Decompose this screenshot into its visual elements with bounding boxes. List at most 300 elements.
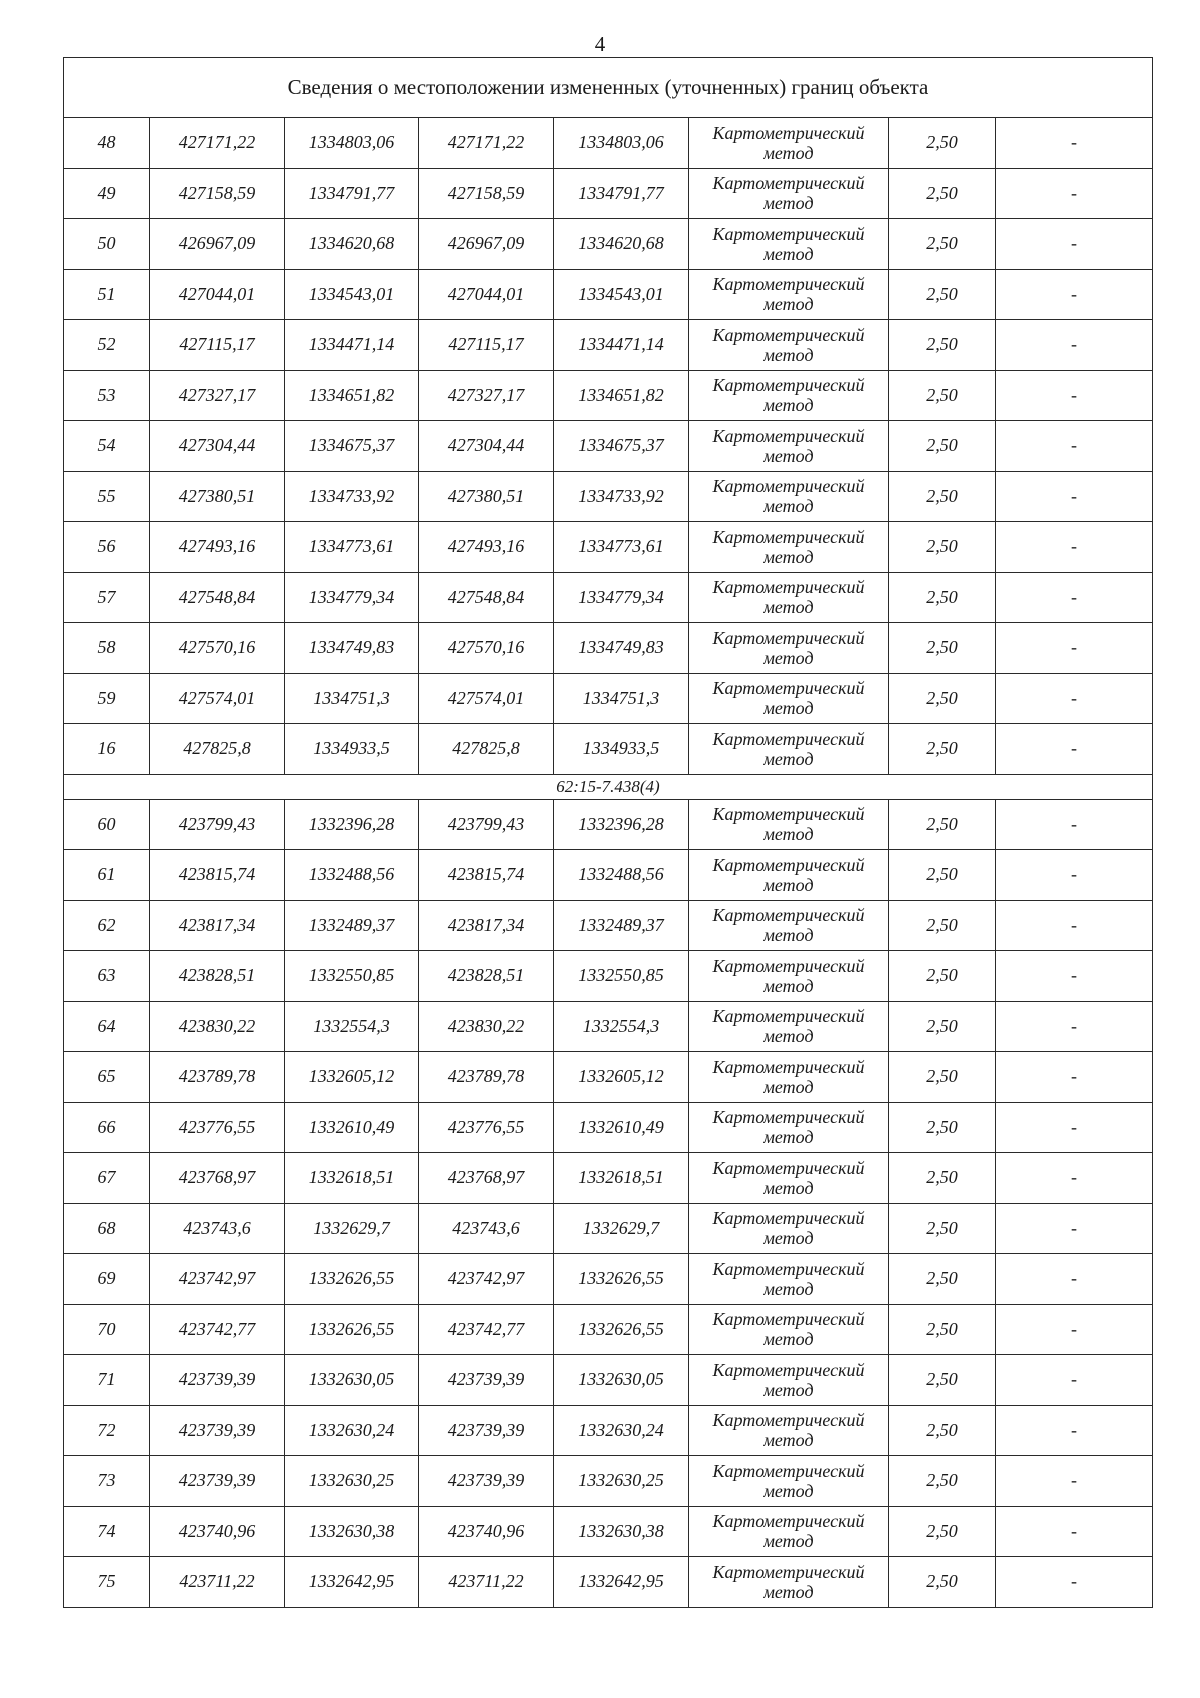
refined-x-cell: 423828,51 — [419, 951, 554, 1002]
method-line-1: Картометрический — [712, 1359, 865, 1380]
table-row — [64, 471, 1153, 522]
accuracy-cell: 2,50 — [889, 1506, 996, 1557]
method-line-2: метод — [763, 1026, 814, 1047]
method-line-2: метод — [763, 1430, 814, 1451]
refined-y-cell: 1334620,68 — [554, 219, 689, 270]
method-cell — [689, 1254, 889, 1305]
note-cell: - — [996, 724, 1153, 775]
note-cell: - — [996, 900, 1153, 951]
method-line-1: Картометрический — [712, 425, 865, 446]
existing-x-cell: 423828,51 — [150, 951, 285, 1002]
method-cell — [689, 1355, 889, 1406]
note-cell: - — [996, 269, 1153, 320]
method-line-1: Картометрический — [712, 1511, 865, 1532]
method-line-1: Картометрический — [712, 122, 865, 143]
point-number-cell: 70 — [64, 1304, 150, 1355]
table-row — [64, 118, 1153, 169]
accuracy-cell: 2,50 — [889, 1254, 996, 1305]
refined-y-cell: 1332642,95 — [554, 1557, 689, 1608]
method-line-1: Картометрический — [712, 173, 865, 194]
table-row — [64, 1557, 1153, 1608]
accuracy-cell: 2,50 — [889, 1153, 996, 1204]
existing-y-cell: 1332488,56 — [285, 850, 419, 901]
refined-y-cell: 1332554,3 — [554, 1001, 689, 1052]
existing-y-cell: 1332626,55 — [285, 1254, 419, 1305]
method-line-1: Картометрический — [712, 1056, 865, 1077]
accuracy-cell: 2,50 — [889, 724, 996, 775]
method-line-2: метод — [763, 1228, 814, 1249]
table-title: Сведения о местоположении измененных (уточненных) границ объекта — [64, 58, 1153, 118]
refined-x-cell: 423739,39 — [419, 1405, 554, 1456]
refined-x-cell: 423799,43 — [419, 799, 554, 850]
existing-y-cell: 1332554,3 — [285, 1001, 419, 1052]
method-cell — [689, 900, 889, 951]
method-line-1: Картометрический — [712, 526, 865, 547]
method-line-2: метод — [763, 1480, 814, 1501]
accuracy-cell: 2,50 — [889, 572, 996, 623]
note-cell: - — [996, 850, 1153, 901]
accuracy-cell: 2,50 — [889, 1355, 996, 1406]
refined-x-cell: 427548,84 — [419, 572, 554, 623]
accuracy-cell: 2,50 — [889, 1304, 996, 1355]
accuracy-cell: 2,50 — [889, 850, 996, 901]
refined-x-cell: 427493,16 — [419, 522, 554, 573]
table-row — [64, 1456, 1153, 1507]
point-number-cell: 65 — [64, 1052, 150, 1103]
table-row — [64, 623, 1153, 674]
refined-x-cell: 423743,6 — [419, 1203, 554, 1254]
point-number-cell: 71 — [64, 1355, 150, 1406]
method-line-1: Картометрический — [712, 1410, 865, 1431]
method-cell — [689, 1304, 889, 1355]
existing-x-cell: 427380,51 — [150, 471, 285, 522]
point-number-cell: 68 — [64, 1203, 150, 1254]
existing-y-cell: 1332630,25 — [285, 1456, 419, 1507]
method-line-2: метод — [763, 748, 814, 769]
refined-x-cell: 423742,77 — [419, 1304, 554, 1355]
existing-y-cell: 1334749,83 — [285, 623, 419, 674]
method-line-1: Картометрический — [712, 955, 865, 976]
table-row — [64, 522, 1153, 573]
method-cell — [689, 799, 889, 850]
table-row — [64, 673, 1153, 724]
note-cell: - — [996, 1456, 1153, 1507]
note-cell: - — [996, 219, 1153, 270]
point-number-cell: 51 — [64, 269, 150, 320]
method-cell — [689, 168, 889, 219]
existing-y-cell: 1332630,24 — [285, 1405, 419, 1456]
point-number-cell: 67 — [64, 1153, 150, 1204]
point-number-cell: 69 — [64, 1254, 150, 1305]
accuracy-cell: 2,50 — [889, 269, 996, 320]
existing-y-cell: 1334543,01 — [285, 269, 419, 320]
existing-y-cell: 1332489,37 — [285, 900, 419, 951]
accuracy-cell: 2,50 — [889, 320, 996, 371]
coordinates-table — [63, 57, 1153, 1608]
note-cell: - — [996, 623, 1153, 674]
method-line-2: метод — [763, 824, 814, 845]
point-number-cell: 48 — [64, 118, 150, 169]
note-cell: - — [996, 1506, 1153, 1557]
method-line-1: Картометрический — [712, 678, 865, 699]
point-number-cell: 75 — [64, 1557, 150, 1608]
method-line-1: Картометрический — [712, 627, 865, 648]
method-cell — [689, 370, 889, 421]
existing-x-cell: 423742,97 — [150, 1254, 285, 1305]
note-cell: - — [996, 1102, 1153, 1153]
refined-y-cell: 1334803,06 — [554, 118, 689, 169]
method-line-2: метод — [763, 546, 814, 567]
point-number-cell: 54 — [64, 421, 150, 472]
refined-y-cell: 1332618,51 — [554, 1153, 689, 1204]
existing-x-cell: 427570,16 — [150, 623, 285, 674]
refined-y-cell: 1332605,12 — [554, 1052, 689, 1103]
refined-y-cell: 1332626,55 — [554, 1304, 689, 1355]
refined-y-cell: 1332489,37 — [554, 900, 689, 951]
method-line-1: Картометрический — [712, 1157, 865, 1178]
refined-y-cell: 1334749,83 — [554, 623, 689, 674]
note-cell: - — [996, 421, 1153, 472]
method-cell — [689, 1456, 889, 1507]
point-number-cell: 55 — [64, 471, 150, 522]
method-line-2: метод — [763, 445, 814, 466]
point-number-cell: 57 — [64, 572, 150, 623]
refined-x-cell: 427115,17 — [419, 320, 554, 371]
accuracy-cell: 2,50 — [889, 623, 996, 674]
refined-y-cell: 1332488,56 — [554, 850, 689, 901]
note-cell: - — [996, 1203, 1153, 1254]
table-title-row — [64, 58, 1153, 118]
method-cell — [689, 320, 889, 371]
point-number-cell: 73 — [64, 1456, 150, 1507]
method-cell — [689, 623, 889, 674]
existing-x-cell: 427327,17 — [150, 370, 285, 421]
accuracy-cell: 2,50 — [889, 370, 996, 421]
refined-x-cell: 427825,8 — [419, 724, 554, 775]
refined-x-cell: 423711,22 — [419, 1557, 554, 1608]
table-row — [64, 370, 1153, 421]
accuracy-cell: 2,50 — [889, 951, 996, 1002]
refined-y-cell: 1332610,49 — [554, 1102, 689, 1153]
refined-y-cell: 1332629,7 — [554, 1203, 689, 1254]
point-number-cell: 50 — [64, 219, 150, 270]
accuracy-cell: 2,50 — [889, 1456, 996, 1507]
refined-y-cell: 1334791,77 — [554, 168, 689, 219]
method-line-1: Картометрический — [712, 728, 865, 749]
method-line-2: метод — [763, 1127, 814, 1148]
existing-x-cell: 427825,8 — [150, 724, 285, 775]
existing-x-cell: 427548,84 — [150, 572, 285, 623]
existing-x-cell: 423739,39 — [150, 1405, 285, 1456]
method-cell — [689, 1557, 889, 1608]
existing-y-cell: 1334471,14 — [285, 320, 419, 371]
existing-y-cell: 1332642,95 — [285, 1557, 419, 1608]
method-cell — [689, 421, 889, 472]
point-number-cell: 60 — [64, 799, 150, 850]
refined-y-cell: 1332630,38 — [554, 1506, 689, 1557]
refined-x-cell: 427327,17 — [419, 370, 554, 421]
refined-x-cell: 427044,01 — [419, 269, 554, 320]
method-line-1: Картометрический — [712, 854, 865, 875]
method-cell — [689, 1203, 889, 1254]
note-cell: - — [996, 471, 1153, 522]
table-row — [64, 850, 1153, 901]
existing-x-cell: 423830,22 — [150, 1001, 285, 1052]
method-line-2: метод — [763, 925, 814, 946]
table-row — [64, 900, 1153, 951]
section-label: 62:15-7.438(4) — [64, 774, 1153, 799]
accuracy-cell: 2,50 — [889, 799, 996, 850]
existing-y-cell: 1334651,82 — [285, 370, 419, 421]
refined-y-cell: 1334933,5 — [554, 724, 689, 775]
existing-x-cell: 427171,22 — [150, 118, 285, 169]
note-cell: - — [996, 572, 1153, 623]
existing-x-cell: 423776,55 — [150, 1102, 285, 1153]
table-row — [64, 168, 1153, 219]
table-row — [64, 1506, 1153, 1557]
table-row — [64, 724, 1153, 775]
table-row — [64, 1405, 1153, 1456]
method-line-1: Картометрический — [712, 375, 865, 396]
refined-x-cell: 423739,39 — [419, 1355, 554, 1406]
table-row — [64, 1254, 1153, 1305]
table-body — [64, 58, 1153, 1608]
accuracy-cell: 2,50 — [889, 673, 996, 724]
point-number-cell: 56 — [64, 522, 150, 573]
existing-x-cell: 423799,43 — [150, 799, 285, 850]
table-row — [64, 320, 1153, 371]
note-cell: - — [996, 1304, 1153, 1355]
accuracy-cell: 2,50 — [889, 1102, 996, 1153]
table-row — [64, 1355, 1153, 1406]
existing-y-cell: 1332605,12 — [285, 1052, 419, 1103]
accuracy-cell: 2,50 — [889, 1052, 996, 1103]
method-cell — [689, 1405, 889, 1456]
refined-x-cell: 427574,01 — [419, 673, 554, 724]
table-row — [64, 421, 1153, 472]
refined-x-cell: 423815,74 — [419, 850, 554, 901]
existing-x-cell: 423743,6 — [150, 1203, 285, 1254]
accuracy-cell: 2,50 — [889, 1405, 996, 1456]
point-number-cell: 66 — [64, 1102, 150, 1153]
existing-y-cell: 1334791,77 — [285, 168, 419, 219]
method-line-2: метод — [763, 1581, 814, 1602]
accuracy-cell: 2,50 — [889, 118, 996, 169]
point-number-cell: 53 — [64, 370, 150, 421]
method-line-2: метод — [763, 243, 814, 264]
note-cell: - — [996, 1254, 1153, 1305]
table-row — [64, 269, 1153, 320]
refined-y-cell: 1334779,34 — [554, 572, 689, 623]
existing-y-cell: 1334779,34 — [285, 572, 419, 623]
point-number-cell: 72 — [64, 1405, 150, 1456]
accuracy-cell: 2,50 — [889, 900, 996, 951]
table-row — [64, 1052, 1153, 1103]
existing-x-cell: 423742,77 — [150, 1304, 285, 1355]
method-line-2: метод — [763, 1278, 814, 1299]
note-cell: - — [996, 1001, 1153, 1052]
method-line-1: Картометрический — [712, 1258, 865, 1279]
section-header-row — [64, 774, 1153, 799]
method-line-2: метод — [763, 874, 814, 895]
accuracy-cell: 2,50 — [889, 1001, 996, 1052]
existing-y-cell: 1332618,51 — [285, 1153, 419, 1204]
refined-y-cell: 1334675,37 — [554, 421, 689, 472]
table-row — [64, 1304, 1153, 1355]
table-row — [64, 1203, 1153, 1254]
existing-y-cell: 1332626,55 — [285, 1304, 419, 1355]
method-cell — [689, 572, 889, 623]
method-line-2: метод — [763, 975, 814, 996]
method-line-1: Картометрический — [712, 274, 865, 295]
point-number-cell: 62 — [64, 900, 150, 951]
method-line-2: метод — [763, 344, 814, 365]
refined-x-cell: 423768,97 — [419, 1153, 554, 1204]
method-cell — [689, 850, 889, 901]
method-cell — [689, 219, 889, 270]
existing-y-cell: 1332610,49 — [285, 1102, 419, 1153]
existing-x-cell: 423817,34 — [150, 900, 285, 951]
existing-x-cell: 423711,22 — [150, 1557, 285, 1608]
existing-x-cell: 423739,39 — [150, 1355, 285, 1406]
method-cell — [689, 673, 889, 724]
table-row — [64, 951, 1153, 1002]
method-line-1: Картометрический — [712, 804, 865, 825]
refined-x-cell: 423789,78 — [419, 1052, 554, 1103]
note-cell: - — [996, 1153, 1153, 1204]
note-cell: - — [996, 118, 1153, 169]
refined-y-cell: 1332630,25 — [554, 1456, 689, 1507]
method-line-2: метод — [763, 294, 814, 315]
note-cell: - — [996, 522, 1153, 573]
method-line-1: Картометрический — [712, 1561, 865, 1582]
existing-y-cell: 1332630,38 — [285, 1506, 419, 1557]
refined-x-cell: 427158,59 — [419, 168, 554, 219]
table-row — [64, 572, 1153, 623]
existing-x-cell: 426967,09 — [150, 219, 285, 270]
accuracy-cell: 2,50 — [889, 219, 996, 270]
method-line-1: Картометрический — [712, 223, 865, 244]
refined-y-cell: 1332630,05 — [554, 1355, 689, 1406]
point-number-cell: 63 — [64, 951, 150, 1002]
method-line-1: Картометрический — [712, 324, 865, 345]
refined-y-cell: 1334733,92 — [554, 471, 689, 522]
existing-x-cell: 427158,59 — [150, 168, 285, 219]
existing-y-cell: 1334675,37 — [285, 421, 419, 472]
existing-y-cell: 1332550,85 — [285, 951, 419, 1002]
existing-y-cell: 1334933,5 — [285, 724, 419, 775]
note-cell: - — [996, 1405, 1153, 1456]
refined-y-cell: 1332630,24 — [554, 1405, 689, 1456]
table-row — [64, 219, 1153, 270]
point-number-cell: 61 — [64, 850, 150, 901]
existing-x-cell: 427493,16 — [150, 522, 285, 573]
method-cell — [689, 1001, 889, 1052]
method-line-1: Картометрический — [712, 1309, 865, 1330]
refined-x-cell: 423817,34 — [419, 900, 554, 951]
method-line-2: метод — [763, 698, 814, 719]
existing-y-cell: 1334773,61 — [285, 522, 419, 573]
refined-x-cell: 423742,97 — [419, 1254, 554, 1305]
method-line-2: метод — [763, 193, 814, 214]
accuracy-cell: 2,50 — [889, 471, 996, 522]
page-number: 4 — [594, 32, 606, 56]
refined-y-cell: 1334651,82 — [554, 370, 689, 421]
note-cell: - — [996, 1355, 1153, 1406]
method-line-2: метод — [763, 395, 814, 416]
table-row — [64, 1153, 1153, 1204]
note-cell: - — [996, 168, 1153, 219]
point-number-cell: 16 — [64, 724, 150, 775]
method-cell — [689, 1052, 889, 1103]
point-number-cell: 64 — [64, 1001, 150, 1052]
method-line-2: метод — [763, 1076, 814, 1097]
method-cell — [689, 724, 889, 775]
note-cell: - — [996, 951, 1153, 1002]
method-line-1: Картометрический — [712, 1107, 865, 1128]
existing-y-cell: 1332629,7 — [285, 1203, 419, 1254]
method-line-1: Картометрический — [712, 905, 865, 926]
method-cell — [689, 951, 889, 1002]
method-line-1: Картометрический — [712, 577, 865, 598]
refined-x-cell: 423739,39 — [419, 1456, 554, 1507]
point-number-cell: 52 — [64, 320, 150, 371]
refined-y-cell: 1334773,61 — [554, 522, 689, 573]
note-cell: - — [996, 673, 1153, 724]
refined-y-cell: 1332626,55 — [554, 1254, 689, 1305]
existing-x-cell: 423739,39 — [150, 1456, 285, 1507]
method-line-2: метод — [763, 1379, 814, 1400]
accuracy-cell: 2,50 — [889, 1203, 996, 1254]
existing-y-cell: 1334803,06 — [285, 118, 419, 169]
refined-y-cell: 1332550,85 — [554, 951, 689, 1002]
existing-y-cell: 1334751,3 — [285, 673, 419, 724]
existing-x-cell: 423815,74 — [150, 850, 285, 901]
note-cell: - — [996, 370, 1153, 421]
refined-x-cell: 427304,44 — [419, 421, 554, 472]
accuracy-cell: 2,50 — [889, 168, 996, 219]
refined-x-cell: 427171,22 — [419, 118, 554, 169]
method-cell — [689, 522, 889, 573]
existing-x-cell: 427304,44 — [150, 421, 285, 472]
table-row — [64, 799, 1153, 850]
existing-x-cell: 427044,01 — [150, 269, 285, 320]
method-line-2: метод — [763, 597, 814, 618]
method-line-1: Картометрический — [712, 476, 865, 497]
existing-y-cell: 1334620,68 — [285, 219, 419, 270]
existing-y-cell: 1334733,92 — [285, 471, 419, 522]
method-cell — [689, 1506, 889, 1557]
method-line-2: метод — [763, 142, 814, 163]
method-line-1: Картометрический — [712, 1208, 865, 1229]
point-number-cell: 74 — [64, 1506, 150, 1557]
method-line-2: метод — [763, 1329, 814, 1350]
accuracy-cell: 2,50 — [889, 421, 996, 472]
point-number-cell: 58 — [64, 623, 150, 674]
method-cell — [689, 1153, 889, 1204]
table-row — [64, 1102, 1153, 1153]
refined-y-cell: 1334543,01 — [554, 269, 689, 320]
method-line-2: метод — [763, 1531, 814, 1552]
method-cell — [689, 1102, 889, 1153]
point-number-cell: 49 — [64, 168, 150, 219]
existing-x-cell: 427574,01 — [150, 673, 285, 724]
method-line-1: Картометрический — [712, 1006, 865, 1027]
refined-x-cell: 426967,09 — [419, 219, 554, 270]
note-cell: - — [996, 799, 1153, 850]
existing-x-cell: 427115,17 — [150, 320, 285, 371]
existing-x-cell: 423768,97 — [150, 1153, 285, 1204]
